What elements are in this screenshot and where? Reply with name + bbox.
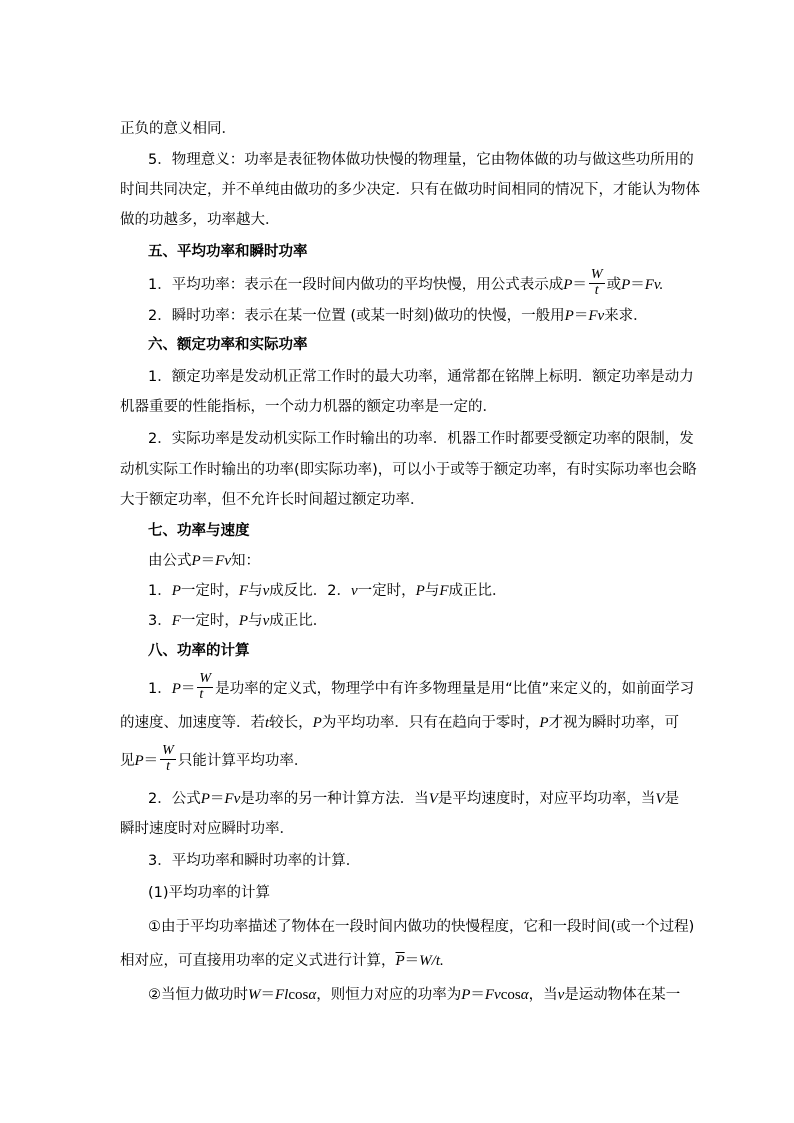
paragraph-line: [120, 455, 697, 485]
paragraph-line: [148, 145, 694, 175]
text: ，则恒力对应的功率为: [316, 987, 462, 1003]
text: 1．平均功率：表示在一段时间内做功的平均快慢，用公式表示成: [148, 277, 564, 294]
text: 来求．: [604, 308, 648, 324]
math-symbol: P: [191, 553, 201, 569]
text: 相对应，可直接用功率的定义式进行计算，: [120, 953, 396, 969]
paragraph-line: [120, 814, 676, 844]
paragraph-line: [148, 576, 676, 606]
math-symbol: P: [461, 987, 471, 1003]
paragraph-line: [148, 878, 676, 908]
text: 一定时，: [180, 583, 239, 599]
text: 见: [120, 753, 135, 770]
text: ＝: [470, 987, 485, 1003]
denominator: t: [199, 686, 204, 702]
math-symbol: t: [265, 715, 270, 731]
paragraph-line: [148, 424, 694, 454]
text: ＝: [260, 987, 275, 1003]
text: 是功率的另一种计算方法．当: [240, 791, 429, 807]
text: ＝: [573, 308, 589, 324]
math-symbol: Fv: [215, 553, 231, 569]
math-symbol: P: [415, 583, 425, 599]
paragraph-line: [148, 912, 695, 942]
text: 成正比．: [448, 583, 507, 599]
paragraph-line: [148, 362, 694, 392]
text: 1．额定功率是发动机正常工作时的最大功率，通常都在铭牌上标明．额定功率是动力: [148, 369, 694, 385]
text: 3．: [148, 613, 172, 629]
math-symbol: F: [439, 583, 449, 599]
math-symbol: F: [171, 613, 181, 629]
text: 1．: [148, 681, 172, 698]
fraction: [589, 268, 605, 298]
math-symbol: α: [308, 987, 317, 1003]
text: 为平均功率．只有在趋向于零时，: [321, 715, 540, 731]
text: 与: [248, 613, 263, 629]
paragraph-line: [120, 205, 676, 235]
paragraph-line: [120, 946, 676, 976]
math-symbol: v: [557, 987, 565, 1003]
text: 是平均速度时，对应平均功率，当: [437, 791, 656, 807]
text: ①由于平均功率描述了物体在一段时间内做功的快慢程度，它和一段时间(或一个过程): [148, 919, 695, 935]
paragraph-line: [148, 546, 676, 576]
math-symbol: Fv: [484, 987, 501, 1003]
text: 只能计算平均功率．: [177, 753, 309, 770]
math-symbol: Fv: [588, 308, 605, 324]
math-symbol: P: [238, 613, 249, 629]
text: ②当恒力做功时: [148, 987, 248, 1003]
text: 5．物理意义：功率是表征物体做功快慢的物理量，它由物体做的功与做这些功所用的: [148, 152, 694, 168]
math-symbol: P: [200, 791, 210, 807]
math-symbol: V: [428, 791, 438, 807]
paragraph-line: [120, 485, 676, 515]
text: 时间共同决定，并不单纯由做功的多少决定．只有在做功时间相同的情况下，才能认为物体: [120, 182, 700, 198]
text: 较长，: [269, 715, 313, 731]
text: 是运动物体在某一: [564, 987, 681, 1003]
fraction: [160, 744, 176, 774]
math-symbol: P: [134, 753, 144, 770]
math-symbol: W: [248, 987, 261, 1003]
text: 与: [424, 583, 440, 599]
text: 1．: [148, 583, 172, 599]
text: ＝: [180, 681, 196, 698]
math-symbol: P: [312, 715, 322, 731]
section-heading: 六、额定功率和实际功率: [148, 337, 308, 353]
text: 一定时，: [180, 613, 239, 629]
paragraph-line: [148, 784, 680, 814]
math-symbol: P: [539, 715, 549, 731]
text: 由公式: [148, 553, 192, 569]
text: 2．公式: [148, 791, 201, 807]
math-symbol: P: [621, 277, 631, 294]
text: 做的功越多，功率越大．: [120, 212, 280, 228]
text: 知：: [231, 553, 260, 569]
paragraph-line: [148, 267, 676, 300]
math-symbol: Fl: [275, 987, 289, 1003]
math-symbol: P: [564, 308, 574, 324]
text: 瞬时速度时对应瞬时功率．: [120, 821, 294, 837]
math-symbol: v: [350, 583, 358, 599]
paragraph-line: [148, 671, 695, 704]
text: ＝: [143, 753, 159, 770]
math-symbol: V: [655, 791, 665, 807]
fraction: [197, 672, 213, 702]
text: 的速度、加速度等．若: [120, 715, 265, 731]
text: 正负的意义相同．: [120, 121, 236, 137]
text: 成反比．2．: [269, 583, 351, 599]
paragraph-line: [120, 743, 676, 776]
math-symbol: α: [520, 987, 529, 1003]
numerator: W: [162, 743, 174, 758]
paragraph-line: [120, 175, 700, 205]
paragraph-line: [148, 301, 676, 331]
math-symbol: P: [171, 583, 181, 599]
section-heading: 五、平均功率和瞬时功率: [148, 244, 308, 260]
text: 大于额定功率，但不允许长时间超过额定功率．: [120, 492, 425, 508]
text: 或: [606, 277, 622, 294]
math-symbol: v: [262, 613, 270, 629]
math-symbol: $\overline{P}$: [395, 953, 405, 969]
text: (1)平均功率的计算: [148, 885, 271, 901]
text: 是功率的定义式，物理学中有许多物理量是用“比值”来定义的，如前面学习: [215, 681, 695, 698]
text: ＝: [404, 953, 420, 969]
text: 2．实际功率是发动机实际工作时输出的功率．机器工作时都要受额定功率的限制，发: [148, 431, 694, 447]
text: ＝: [572, 277, 587, 294]
math-symbol: cos: [288, 987, 309, 1003]
paragraph-line: [148, 846, 676, 876]
math-symbol: W/t.: [419, 953, 444, 969]
text: ＝: [200, 553, 216, 569]
text: 动机实际工作时输出的功率(即实际功率)，可以小于或等于额定功率，有时实际功率也会略: [120, 462, 697, 478]
text: 3．平均功率和瞬时功率的计算．: [148, 853, 361, 869]
denominator: t: [594, 282, 599, 298]
text: 2．瞬时功率：表示在某一位置 (或某一时刻)做功的快慢，一般用: [148, 308, 565, 324]
paragraph-line: [120, 708, 680, 738]
paragraph-line: [120, 114, 676, 144]
numerator: W: [590, 267, 603, 282]
section-heading: 八、功率的计算: [148, 643, 250, 659]
text: 一定时，: [357, 583, 416, 599]
math-symbol: Fv: [224, 791, 241, 807]
text: 才视为瞬时功率，可: [548, 715, 680, 731]
text: 是: [664, 791, 680, 807]
paragraph-line: [148, 606, 676, 636]
text: ＝: [630, 277, 645, 294]
denominator: t: [166, 758, 170, 774]
math-symbol: P: [563, 277, 573, 294]
math-symbol: v: [262, 583, 270, 599]
text: 成正比．: [269, 613, 328, 629]
section-heading: 七、功率与速度: [148, 523, 250, 539]
text: ，当: [528, 987, 558, 1003]
paragraph-line: [148, 980, 681, 1010]
text: 机器重要的性能指标，一个动力机器的额定功率是一定的．: [120, 399, 497, 415]
math-symbol: F: [238, 583, 249, 599]
paragraph-line: [120, 392, 676, 422]
text: ＝: [209, 791, 225, 807]
math-symbol: Fv.: [644, 277, 664, 294]
math-symbol: cos: [500, 987, 521, 1003]
text: 与: [248, 583, 263, 599]
math-symbol: P: [171, 681, 181, 698]
numerator: W: [199, 671, 212, 686]
